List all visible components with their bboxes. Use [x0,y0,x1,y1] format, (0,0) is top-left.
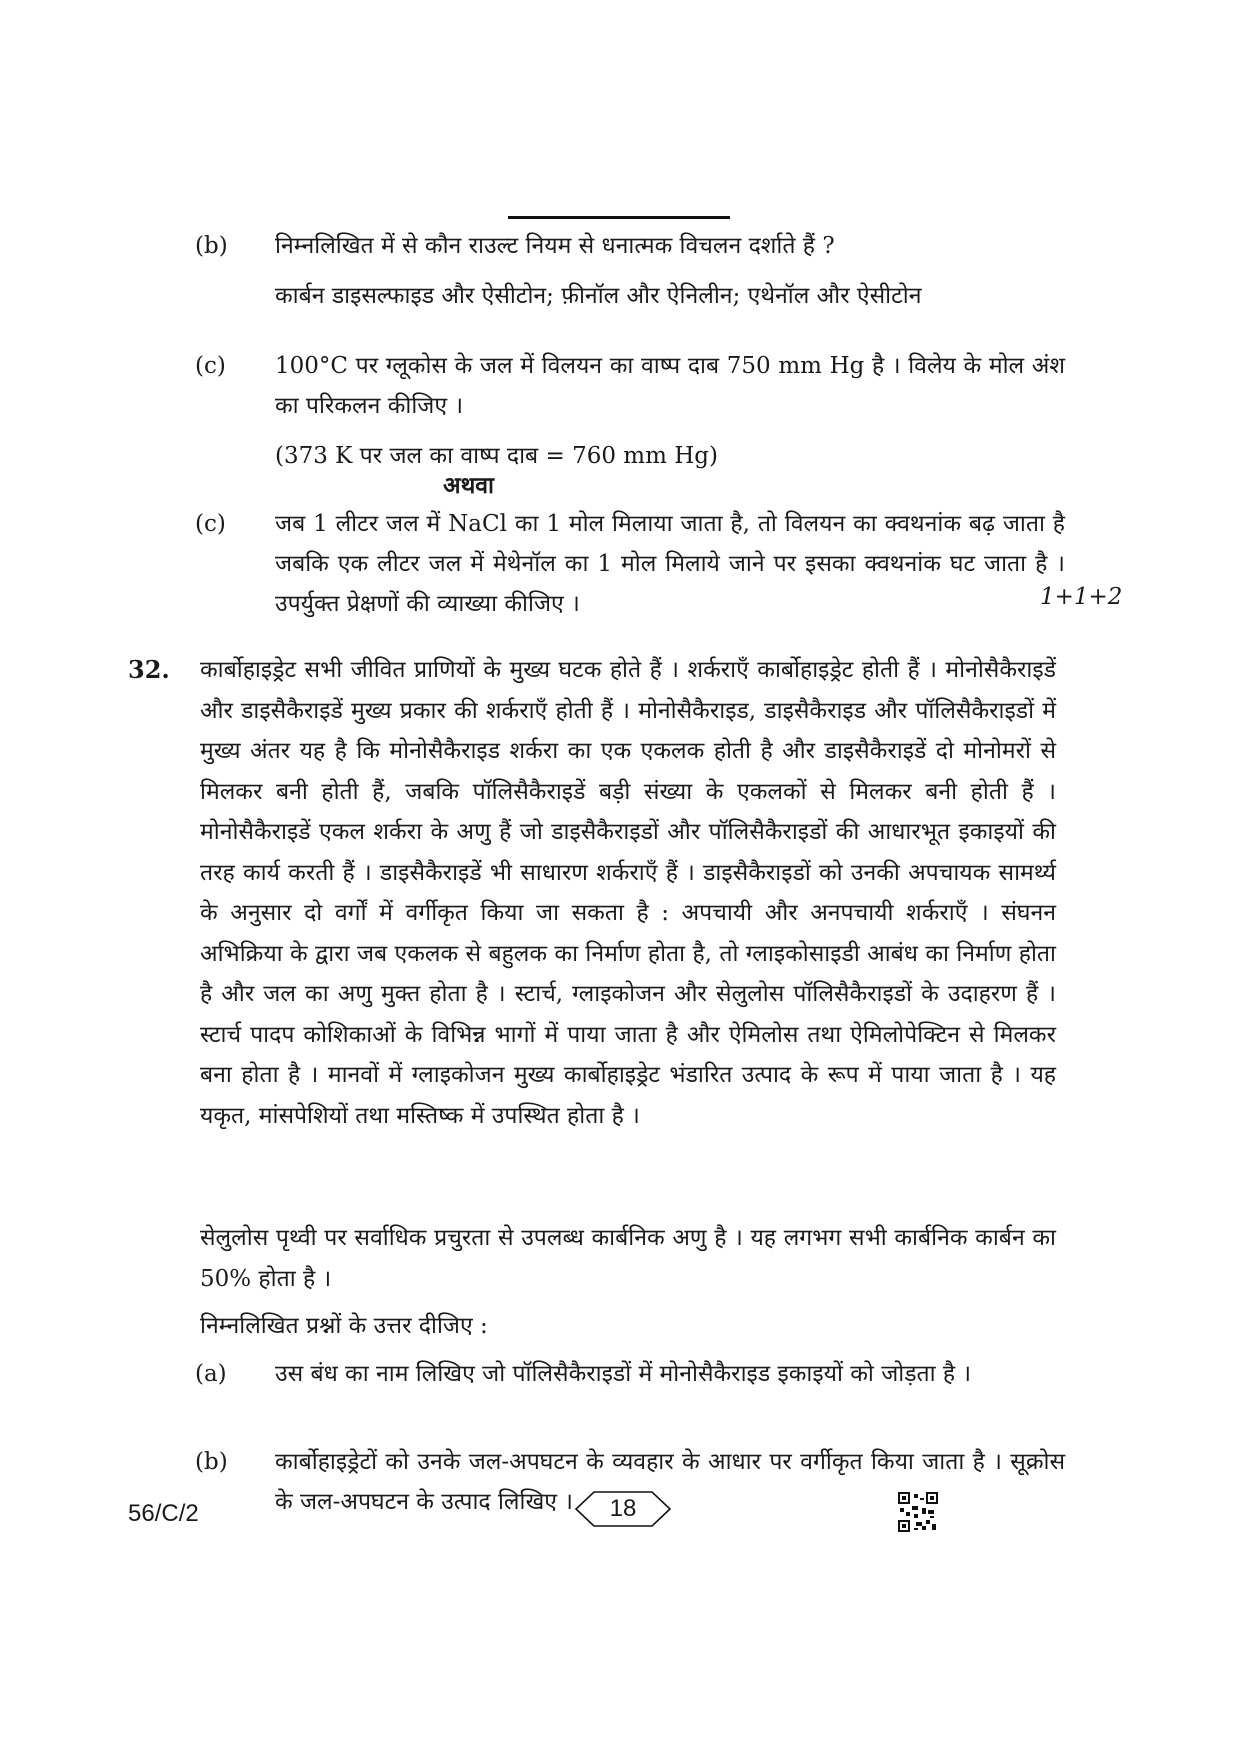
page-number [574,1490,672,1528]
q32-a-text: उस बंध का नाम लिखिए जो पॉलिसैकैराइडों में मोनोसैकैराइड इकाइयों को जोड़ता है । [275,1361,972,1387]
q31-part-b [195,226,1065,316]
page-number-text: 18 [609,1495,637,1522]
q32-passage-2: सेलुलोस पृथ्वी पर सर्वाधिक प्रचुरता से उपलब्ध कार्बनिक अणु है । यह लगभग सभी कार्बनिक कार्बन का 50% होता है । [200,1225,1056,1292]
paper-code: 56/C/2 [128,1500,199,1527]
q31-c-alt-text: जब 1 लीटर जल में NaCl का 1 मोल मिलाया जाता है, तो विलयन का क्वथनांक बढ़ जाता है जबकि एक लीटर जल में मेथेनॉल का 1 मोल मिलाये जाने पर इसका क्वथनांक घट जाता है । उपर्युक्त प्रेक्षणों की व्याख्या कीजिए । [275,511,1065,617]
q31-part-c-alternative [195,504,1065,624]
q31-b-question: निम्नलिखित में से कौन राउल्ट नियम से धनात्मक विचलन दर्शाते हैं ? [275,233,835,259]
q31-c-label: (c) [195,353,226,379]
q31-c-alt-label: (c) [195,511,226,537]
q32-instruction: निम्नलिखित प्रश्नों के उत्तर दीजिए : [200,1313,488,1339]
qr-code-icon [898,1492,938,1532]
q31-c-text: 100°C पर ग्लूकोस के जल में विलयन का वाष्प दाब 750 mm Hg है । विलेय के मोल अंश का परिकलन कीजिए । [275,353,1065,419]
q32-b-label: (b) [195,1449,228,1475]
top-divider-line [508,216,730,219]
q32-b-text: कार्बोहाइड्रेटों को उनके जल-अपघटन के व्यवहार के आधार पर वर्गीकृत किया जाता है । सूक्रोस के जल-अपघटन के उत्पाद लिखिए । [275,1449,1065,1515]
q32-passage-1: कार्बोहाइड्रेट सभी जीवित प्राणियों के मुख्य घटक होते हैं । शर्कराएँ कार्बोहाइड्रेट होती हैं । मोनोसैकैराइडें और डाइसैकैराइडें मुख्य प्रकार की शर्कराएँ होती हैं । मोनोसैकैराइड, डाइसैकैराइड और पॉलिसैकैराइडों में मुख्य अंतर यह है कि मोनोसैकैराइड शर्करा का एक एकलक होती है और डाइसैकैराइडें दो मोनोमरों से मिलकर बनी होती हैं, जबकि पॉलिसैकैराइडें बड़ी संख्या के एकलकों से मिलकर बनी होती हैं । मोनोसैकैराइडें एकल शर्करा के अणु हैं जो डाइसैकैराइडों और पॉलिसैकैराइडों की आधारभूत इकाइयों की तरह कार्य करती हैं । डाइसैकैराइडें भी साधारण शर्कराएँ हैं । डाइसैकैराइडों को उनकी अपचायक सामर्थ्य के अनुसार दो वर्गों में वर्गीकृत किया जा सकता है : अपचायी और अनपचायी शर्कराएँ । संघनन अभिक्रिया के द्वारा जब एकलक से बहुलक का निर्माण होता है, तो ग्लाइकोसाइडी आबंध का निर्माण होता है और जल का अणु मुक्त होता है । स्टार्च, ग्लाइकोजन और सेलुलोस पॉलिसैकैराइडों के उदाहरण हैं । स्टार्च पादप कोशिकाओं के विभिन्न भागों में पाया जाता है और ऐमिलोस तथा ऐमिलोपेक्टिन से मिलकर बना होता है । मानवों में ग्लाइकोजन मुख्य कार्बोहाइड्रेट भंडारित उत्पाद के रूप में पाया जाता है । यह यकृत, मांसपेशियों तथा मस्तिष्क में उपस्थित होता है । [200,657,1056,1129]
q32-part-a [195,1354,1065,1394]
or-label: अथवा [443,472,495,499]
q31-part-c [195,346,1065,476]
q31-b-label: (b) [195,233,228,259]
q31-c-given: (373 K पर जल का वाष्प दाब = 760 mm Hg) [275,443,718,469]
q31-b-options: कार्बन डाइसल्फाइड और ऐसीटोन; फ़ीनॉल और ऐनिलीन; एथेनॉल और ऐसीटोन [275,283,922,309]
marks-allocation: 1+1+2 [1040,584,1123,610]
question-number: 32. [128,655,170,684]
q32-a-label: (a) [195,1361,227,1387]
